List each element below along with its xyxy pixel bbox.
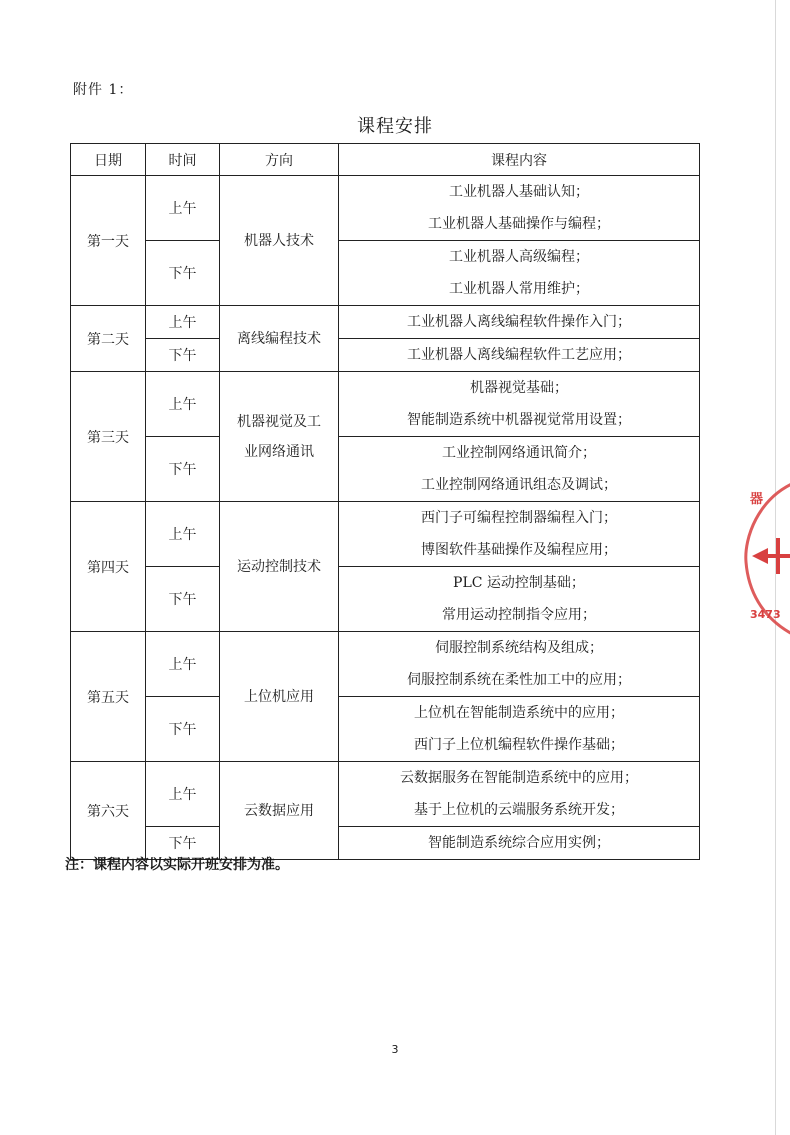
direction-cell bbox=[220, 176, 339, 306]
day-cell: 第六天 bbox=[71, 762, 146, 860]
content-cell bbox=[339, 827, 700, 860]
time-cell: 上午 bbox=[146, 306, 220, 339]
content-line: 工业机器人基础操作与编程； bbox=[428, 216, 610, 232]
table-header-row bbox=[71, 144, 700, 176]
time-cell: 上午 bbox=[146, 372, 220, 437]
time-cell: 上午 bbox=[146, 502, 220, 567]
day-cell: 第三天 bbox=[71, 372, 146, 502]
content-cell bbox=[339, 306, 700, 339]
content-line: 工业机器人高级编程； bbox=[449, 249, 589, 265]
content-cell bbox=[339, 241, 700, 306]
content-cell bbox=[339, 437, 700, 502]
table-row bbox=[71, 762, 700, 827]
direction-text: 离线编程技术 bbox=[237, 330, 321, 347]
content-line: 伺服控制系统结构及组成； bbox=[435, 640, 603, 656]
day-cell: 第一天 bbox=[71, 176, 146, 306]
page-title: 课程安排 bbox=[357, 116, 433, 137]
content-line: 工业机器人离线编程软件操作入门； bbox=[407, 314, 631, 330]
day-cell: 第四天 bbox=[71, 502, 146, 632]
content-line: 工业控制网络通讯组态及调试； bbox=[421, 477, 617, 493]
content-cell bbox=[339, 339, 700, 372]
direction-cell bbox=[220, 502, 339, 632]
content-line: 上位机在智能制造系统中的应用； bbox=[414, 705, 624, 721]
content-line: 伺服控制系统在柔性加工中的应用； bbox=[407, 672, 631, 688]
time-cell: 下午 bbox=[146, 241, 220, 306]
content-cell bbox=[339, 697, 700, 762]
official-seal-fragment bbox=[738, 478, 790, 638]
header-date: 日期 bbox=[71, 144, 146, 176]
content-cell bbox=[339, 567, 700, 632]
content-line: 工业机器人常用维护； bbox=[449, 281, 589, 297]
time-cell: 下午 bbox=[146, 567, 220, 632]
content-line: PLC 运动控制基础； bbox=[453, 575, 585, 591]
table-row bbox=[71, 437, 700, 502]
content-line: 云数据服务在智能制造系统中的应用； bbox=[400, 770, 638, 786]
content-cell bbox=[339, 632, 700, 697]
course-schedule-table bbox=[70, 143, 700, 860]
direction-cell bbox=[220, 306, 339, 372]
table-row bbox=[71, 306, 700, 339]
page-number: 3 bbox=[391, 1043, 399, 1056]
content-line: 西门子上位机编程软件操作基础； bbox=[414, 737, 624, 753]
table-row bbox=[71, 372, 700, 437]
table-row bbox=[71, 632, 700, 697]
header-direction: 方向 bbox=[220, 144, 339, 176]
time-cell: 上午 bbox=[146, 176, 220, 241]
table-row bbox=[71, 339, 700, 372]
content-line: 西门子可编程控制器编程入门； bbox=[421, 510, 617, 526]
direction-text: 机器人技术 bbox=[244, 232, 314, 249]
direction-text: 运动控制技术 bbox=[237, 558, 321, 575]
day-cell: 第五天 bbox=[71, 632, 146, 762]
seal-text-bottom: 3473 bbox=[750, 608, 781, 621]
seal-text-top: 器 bbox=[750, 492, 764, 507]
content-line: 工业机器人离线编程软件工艺应用； bbox=[407, 347, 631, 363]
content-line: 智能制造系统中机器视觉常用设置； bbox=[407, 412, 631, 428]
header-time: 时间 bbox=[146, 144, 220, 176]
table-row bbox=[71, 697, 700, 762]
content-line: 智能制造系统综合应用实例； bbox=[428, 835, 610, 851]
content-line: 工业控制网络通讯简介； bbox=[442, 445, 596, 461]
content-cell bbox=[339, 176, 700, 241]
content-line: 工业机器人基础认知； bbox=[449, 184, 589, 200]
day-cell: 第二天 bbox=[71, 306, 146, 372]
time-cell: 下午 bbox=[146, 827, 220, 860]
direction-text: 云数据应用 bbox=[244, 802, 314, 819]
header-content: 课程内容 bbox=[339, 144, 700, 176]
footnote: 注：课程内容以实际开班安排为准。 bbox=[65, 857, 289, 873]
content-line: 常用运动控制指令应用； bbox=[442, 607, 596, 623]
time-cell: 上午 bbox=[146, 632, 220, 697]
time-cell: 上午 bbox=[146, 762, 220, 827]
content-cell bbox=[339, 502, 700, 567]
table-row bbox=[71, 567, 700, 632]
content-line: 博图软件基础操作及编程应用； bbox=[421, 542, 617, 558]
table-row bbox=[71, 241, 700, 306]
direction-text: 机器视觉及工业网络通讯 bbox=[237, 413, 321, 460]
table-row bbox=[71, 502, 700, 567]
time-cell: 下午 bbox=[146, 697, 220, 762]
table-row bbox=[71, 176, 700, 241]
content-line: 机器视觉基础； bbox=[470, 380, 568, 396]
direction-cell bbox=[220, 762, 339, 860]
attachment-label: 附件 1： bbox=[73, 82, 134, 98]
time-cell: 下午 bbox=[146, 437, 220, 502]
direction-text: 上位机应用 bbox=[244, 688, 314, 705]
direction-cell bbox=[220, 372, 339, 502]
content-cell bbox=[339, 762, 700, 827]
content-line: 基于上位机的云端服务系统开发； bbox=[414, 802, 624, 818]
content-cell bbox=[339, 372, 700, 437]
direction-cell bbox=[220, 632, 339, 762]
time-cell: 下午 bbox=[146, 339, 220, 372]
